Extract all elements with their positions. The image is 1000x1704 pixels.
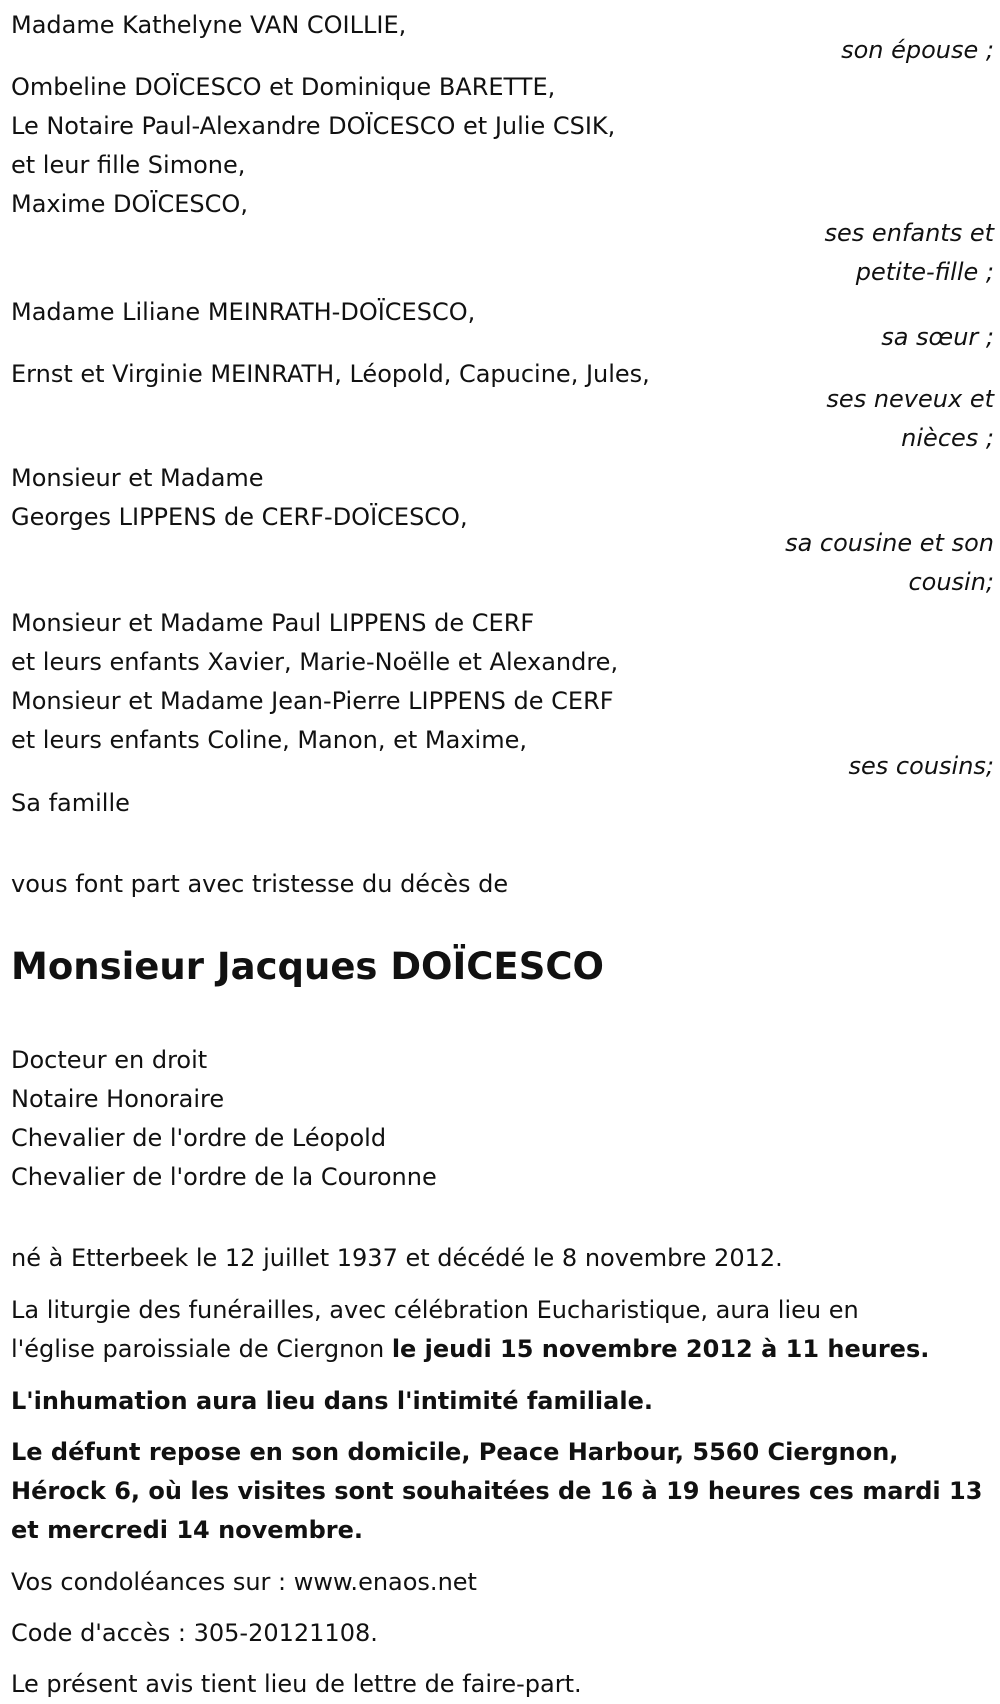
- children-line: et leur fille Simone,: [11, 151, 246, 179]
- sister-line: Madame Liliane MEINRATH-DOÏCESCO,: [11, 298, 476, 326]
- announcement-line: vous font part avec tristesse du décès de: [11, 870, 509, 898]
- title-line: Chevalier de l'ordre de Léopold: [11, 1124, 387, 1152]
- condolences-line: Vos condoléances sur : www.enaos.net: [11, 1568, 477, 1596]
- rest-line: et mercredi 14 novembre.: [11, 1516, 363, 1544]
- liturgy-place: l'église paroissiale de Ciergnon: [11, 1335, 392, 1363]
- cousin-line: Georges LIPPENS de CERF-DOÏCESCO,: [11, 503, 468, 531]
- children-line: Ombeline DOÏCESCO et Dominique BARETTE,: [11, 73, 556, 101]
- title-line: Docteur en droit: [11, 1046, 208, 1074]
- title-line: Chevalier de l'ordre de la Couronne: [11, 1163, 437, 1191]
- rest-line: Le défunt repose en son domicile, Peace Harbour, 5560 Ciergnon,: [11, 1438, 899, 1466]
- children-relation: petite-fille ;: [855, 258, 994, 286]
- deceased-name: Monsieur Jacques DOÏCESCO: [11, 945, 604, 988]
- cousins-relation: ses cousins;: [848, 752, 994, 780]
- cousin-line: Monsieur et Madame: [11, 464, 264, 492]
- spouse-relation: son épouse ;: [841, 36, 994, 64]
- burial-line: L'inhumation aura lieu dans l'intimité familiale.: [11, 1387, 653, 1415]
- cousins-line: et leurs enfants Xavier, Marie-Noëlle et Alexandre,: [11, 648, 619, 676]
- cousins-line: et leurs enfants Coline, Manon, et Maxime,: [11, 726, 527, 754]
- family-line: Sa famille: [11, 789, 130, 817]
- children-relation: ses enfants et: [824, 219, 994, 247]
- liturgy-date: le jeudi 15 novembre 2012 à 11 heures.: [391, 1335, 930, 1363]
- birth-death-line: né à Etterbeek le 12 juillet 1937 et décédé le 8 novembre 2012.: [11, 1244, 783, 1272]
- sister-relation: sa sœur ;: [881, 323, 994, 351]
- liturgy-line: [11, 1334, 929, 1364]
- access-code-line: Code d'accès : 305-20121108.: [11, 1619, 378, 1647]
- liturgy-line: La liturgie des funérailles, avec célébration Eucharistique, aura lieu en: [11, 1296, 859, 1324]
- nephews-relation: ses neveux et: [826, 385, 994, 413]
- children-line: Le Notaire Paul-Alexandre DOÏCESCO et Julie CSIK,: [11, 112, 616, 140]
- cousin-relation: cousin;: [908, 568, 994, 596]
- spouse-line: Madame Kathelyne VAN COILLIE,: [11, 11, 407, 39]
- cousins-line: Monsieur et Madame Paul LIPPENS de CERF: [11, 609, 535, 637]
- cousins-line: Monsieur et Madame Jean-Pierre LIPPENS de CERF: [11, 687, 614, 715]
- children-line: Maxime DOÏCESCO,: [11, 190, 248, 218]
- nephews-relation: nièces ;: [901, 424, 994, 452]
- nephews-line: Ernst et Virginie MEINRATH, Léopold, Capucine, Jules,: [11, 360, 650, 388]
- cousin-relation: sa cousine et son: [785, 529, 994, 557]
- notice-line: Le présent avis tient lieu de lettre de faire-part.: [11, 1670, 582, 1698]
- rest-line: Hérock 6, où les visites sont souhaitées de 16 à 19 heures ces mardi 13: [11, 1477, 983, 1505]
- title-line: Notaire Honoraire: [11, 1085, 225, 1113]
